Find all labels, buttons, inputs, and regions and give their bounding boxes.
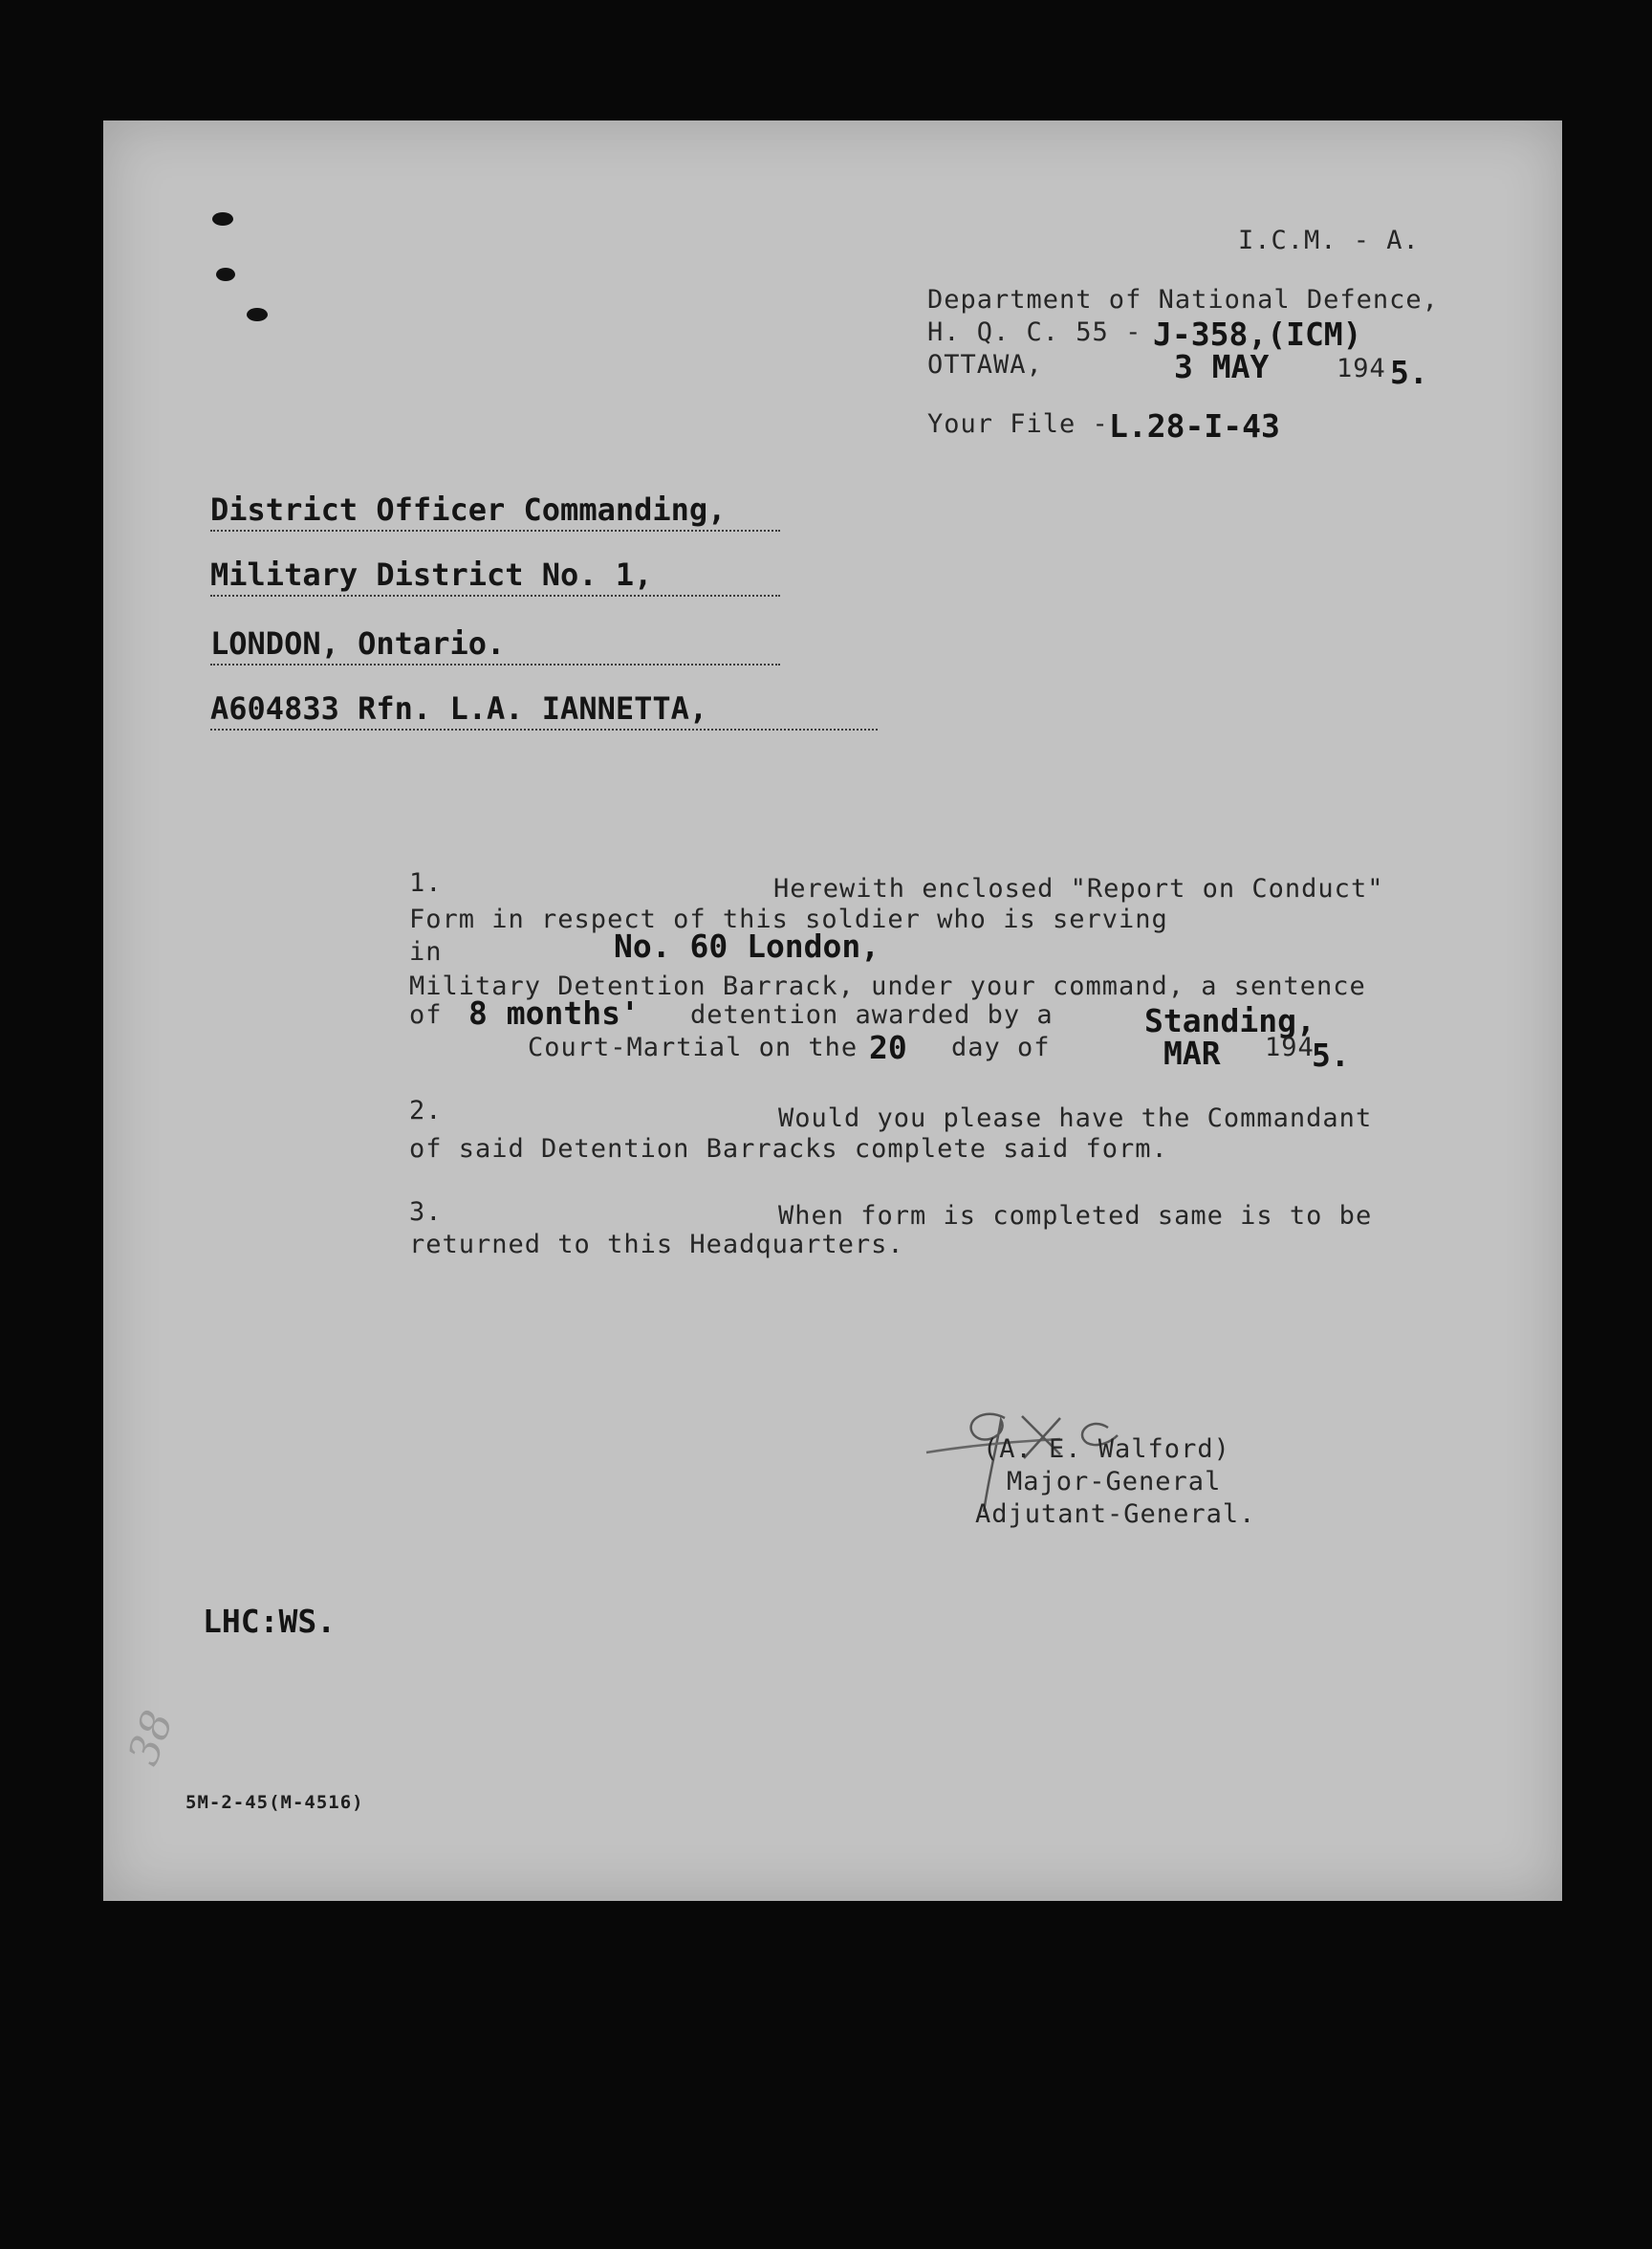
letter-year-prefix: 194 (1337, 354, 1386, 383)
address-line-2: Military District No. 1, (210, 557, 780, 597)
paragraph-1-court-martial: Court-Martial on the (528, 1033, 859, 1062)
paragraph-1-detention: detention awarded by a (690, 1000, 1054, 1030)
paragraph-1-day-of: day of (951, 1033, 1051, 1062)
letter-date: 3 MAY (1174, 348, 1270, 385)
paragraph-1-number: 1. (409, 868, 443, 898)
paragraph-2-line-1: Would you please have the Commandant (778, 1103, 1373, 1133)
paragraph-1-line-4: Military Detention Barrack, under your command, a sentence (409, 972, 1366, 1001)
court-martial-year-suffix: 5. (1312, 1037, 1350, 1074)
punch-hole-top (212, 212, 233, 226)
punch-hole-bottom (247, 308, 268, 321)
paragraph-3-line-1: When form is completed same is to be (778, 1201, 1373, 1231)
signatory-rank: Major-General (1007, 1467, 1222, 1496)
typist-initials: LHC:WS. (203, 1603, 337, 1640)
address-line-1: District Officer Commanding, (210, 491, 780, 532)
hq-reference: J-358,(ICM) (1153, 316, 1362, 353)
city: OTTAWA, (927, 350, 1043, 380)
court-martial-day: 20 (869, 1029, 907, 1066)
paragraph-1-of: of (409, 1000, 443, 1030)
paragraph-2-number: 2. (409, 1096, 443, 1125)
department-name: Department of National Defence, (927, 285, 1439, 315)
form-code: I.C.M. - A. (1238, 226, 1420, 255)
your-file-reference: L.28-I-43 (1109, 407, 1280, 445)
court-martial-year-prefix: 194 (1265, 1033, 1315, 1062)
address-line-3: LONDON, Ontario. (210, 625, 780, 666)
sentence-duration: 8 months' (468, 994, 640, 1032)
paragraph-1-line-2: Form in respect of this soldier who is serving (409, 905, 1168, 934)
paragraph-1-in: in (409, 937, 443, 967)
hq-prefix: H. Q. C. 55 - (927, 317, 1142, 347)
court-martial-month: MAR (1163, 1035, 1221, 1072)
detention-location: No. 60 London, (614, 928, 880, 965)
letter-year-suffix: 5. (1390, 354, 1428, 391)
address-line-4: A604833 Rfn. L.A. IANNETTA, (210, 690, 878, 731)
paragraph-3-number: 3. (409, 1197, 443, 1227)
document-page (103, 120, 1562, 1901)
paragraph-1-line-1: Herewith enclosed "Report on Conduct" (773, 874, 1384, 904)
your-file-label: Your File - (927, 409, 1109, 439)
punch-hole-middle (216, 268, 235, 281)
signatory-name: (A. E. Walford) (983, 1434, 1230, 1464)
margin-handwritten-mark: 38 (119, 1704, 184, 1772)
paragraph-3-line-2: returned to this Headquarters. (409, 1230, 904, 1259)
signatory-title: Adjutant-General. (975, 1499, 1256, 1529)
court-type: Standing, (1144, 1002, 1315, 1039)
form-number: 5M-2-45(M-4516) (185, 1792, 364, 1813)
paragraph-2-line-2: of said Detention Barracks complete said form. (409, 1134, 1168, 1164)
